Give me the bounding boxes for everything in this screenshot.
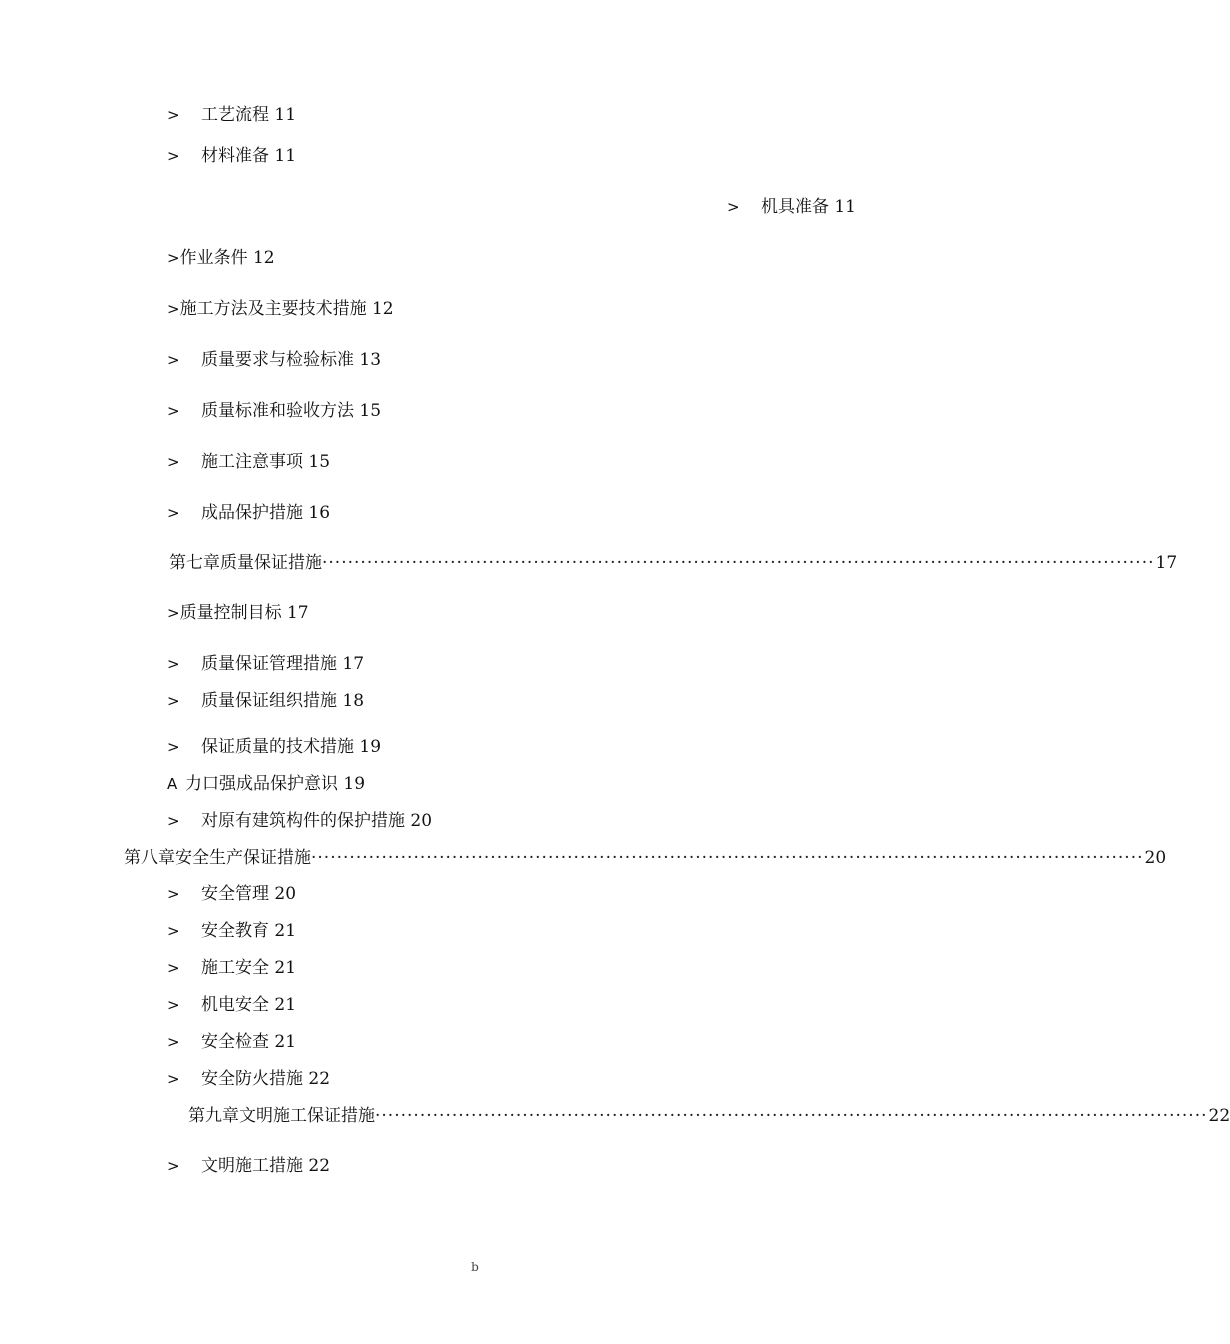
toc-item <box>167 957 296 979</box>
bullet-arrow-icon: > <box>167 959 180 977</box>
toc-item <box>167 653 364 675</box>
toc-item-text: 对原有建筑构件的保护措施 20 <box>201 811 433 831</box>
toc-item <box>167 602 309 624</box>
toc-item-text: 安全教育 21 <box>201 921 297 941</box>
toc-item <box>167 920 296 942</box>
page-footer-mark: b <box>471 1260 479 1274</box>
chapter-title: 第九章文明施工保证措施 <box>188 1106 375 1126</box>
bullet-arrow-icon: > <box>167 1157 180 1175</box>
toc-item <box>167 994 296 1016</box>
bullet-arrow-icon: > <box>167 453 180 471</box>
toc-item-text: 质量保证组织措施 18 <box>201 691 365 711</box>
toc-item-text: 安全管理 20 <box>201 884 297 904</box>
bullet-arrow-icon: > <box>167 885 180 903</box>
dot-leader: ·································································································································· <box>311 848 1144 868</box>
toc-item-text: 质量保证管理措施 17 <box>201 654 365 674</box>
toc-item <box>167 773 365 795</box>
toc-item-text: 质量标准和验收方法 15 <box>201 401 382 421</box>
toc-item-text: 保证质量的技术措施 19 <box>201 737 382 757</box>
toc-item <box>167 400 381 422</box>
bullet-arrow-icon: > <box>167 738 180 756</box>
toc-item-text: 施工注意事项 15 <box>201 452 331 472</box>
bullet-arrow-icon: > <box>167 996 180 1014</box>
chapter-title: 第八章安全生产保证措施 <box>124 848 311 868</box>
bullet-arrow-icon: > <box>167 812 180 830</box>
toc-item <box>167 1155 330 1177</box>
toc-item <box>167 104 296 126</box>
toc-chapter-entry <box>169 552 1178 574</box>
bullet-arrow-icon: > <box>167 402 180 420</box>
chapter-title: 第七章质量保证措施 <box>169 553 322 573</box>
toc-item-text: 安全检查 21 <box>201 1032 297 1052</box>
toc-chapter-entry <box>124 847 1167 869</box>
bullet-arrow-icon: > <box>167 655 180 673</box>
toc-item-text: 安全防火措施 22 <box>201 1069 331 1089</box>
toc-item-text: 机电安全 21 <box>201 995 297 1015</box>
bullet-arrow-icon: > <box>167 147 180 165</box>
toc-item <box>167 1068 330 1090</box>
toc-item-text: 工艺流程 11 <box>201 105 297 125</box>
toc-item-text: 质量控制目标 17 <box>179 603 309 623</box>
toc-item <box>167 298 394 320</box>
toc-item <box>167 349 381 371</box>
toc-item-text: 力口强成品保护意识 19 <box>185 774 366 794</box>
toc-item <box>167 1031 296 1053</box>
toc-item <box>167 736 381 758</box>
toc-item <box>167 883 296 905</box>
toc-item <box>167 145 296 167</box>
toc-item-text: 施工方法及主要技术措施 12 <box>179 299 394 319</box>
bullet-arrow-icon: > <box>726 198 740 216</box>
bullet-arrow-icon: > <box>167 604 180 622</box>
bullet-arrow-icon: > <box>167 504 180 522</box>
toc-item-text: 文明施工措施 22 <box>201 1156 331 1176</box>
dot-leader: ·································································································································· <box>322 553 1155 573</box>
toc-item-text: 作业条件 12 <box>179 248 275 268</box>
dot-leader: ·································································································································· <box>375 1106 1208 1126</box>
toc-item <box>167 690 364 712</box>
bullet-arrow-icon: > <box>167 249 180 267</box>
toc-item <box>727 196 856 218</box>
bullet-arrow-icon: > <box>167 692 180 710</box>
bullet-arrow-icon: > <box>167 922 180 940</box>
chapter-page-number: 17 <box>1155 553 1178 573</box>
toc-item <box>167 451 330 473</box>
toc-item-text: 施工安全 21 <box>201 958 297 978</box>
toc-item <box>167 502 330 524</box>
bullet-arrow-icon: > <box>167 106 180 124</box>
toc-item <box>167 810 432 832</box>
chapter-page-number: 22 <box>1208 1106 1230 1126</box>
bullet-arrow-icon: > <box>167 1033 180 1051</box>
chapter-page-number: 20 <box>1144 848 1167 868</box>
toc-item-text: 机具准备 11 <box>760 197 856 217</box>
bullet-marker: A <box>167 775 178 793</box>
bullet-arrow-icon: > <box>167 1070 180 1088</box>
toc-item-text: 材料准备 11 <box>201 146 297 166</box>
toc-item <box>167 247 275 269</box>
toc-item-text: 成品保护措施 16 <box>201 503 331 523</box>
bullet-arrow-icon: > <box>167 300 180 318</box>
toc-chapter-entry <box>188 1105 1230 1127</box>
bullet-arrow-icon: > <box>167 351 180 369</box>
toc-item-text: 质量要求与检验标准 13 <box>201 350 382 370</box>
